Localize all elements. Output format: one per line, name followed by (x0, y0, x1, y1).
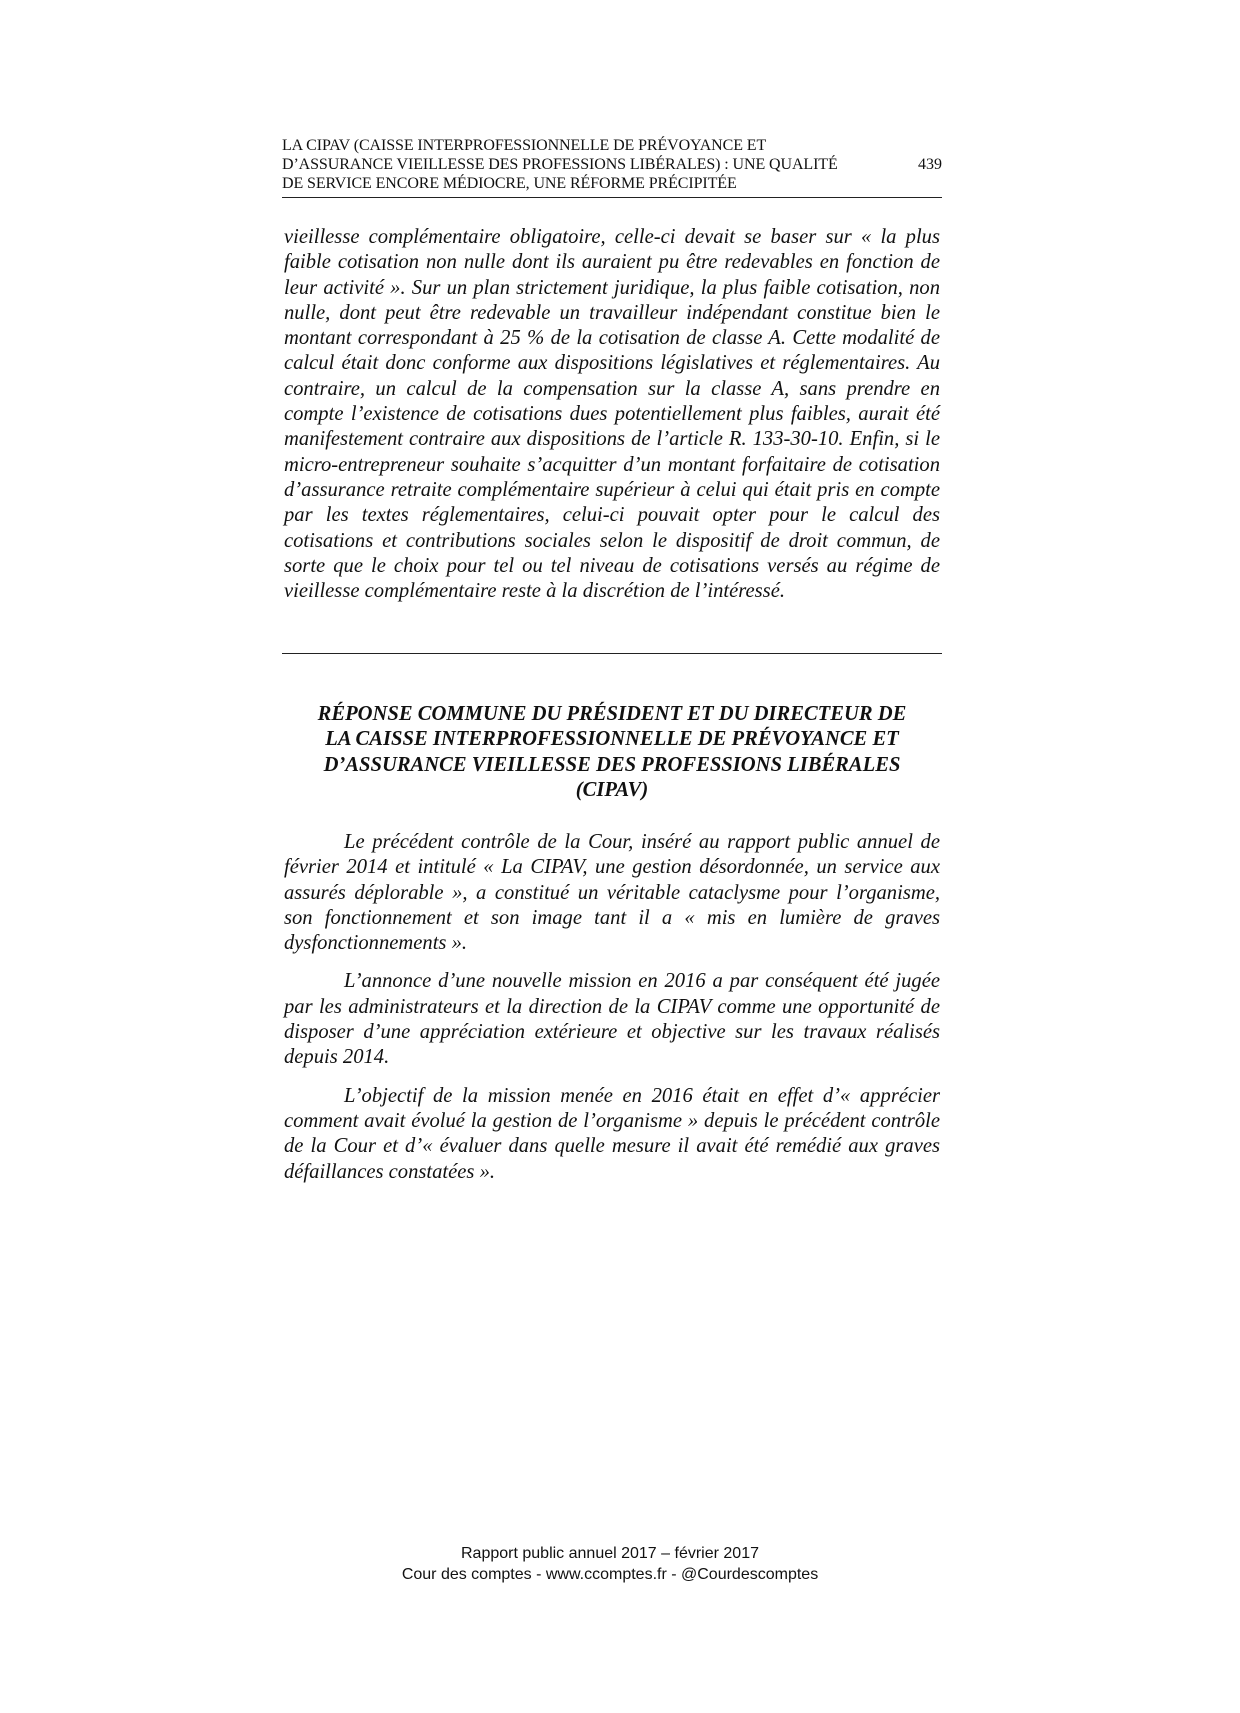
body-paragraph-1: Le précédent contrôle de la Cour, inséré au rapport public annuel de février 2014 et intitulé « La CIPAV, une gestion désordonnée, un service aux assurés déplorable », a constitué un véritable cataclysme pour l’organisme, son fonctionnement et son image tant il a « mis en lumière de graves dysfonctionnements ». (284, 831, 940, 955)
response-title-line-1: RÉPONSE COMMUNE DU PRÉSIDENT ET DU DIRECTEUR DE (317, 703, 907, 725)
response-title-line-2: LA CAISSE INTERPROFESSIONNELLE DE PRÉVOYANCE ET (325, 728, 899, 751)
footer-source-line: Cour des comptes - www.ccomptes.fr - @Courdescomptes (401, 1566, 819, 1583)
header-line-3: DE SERVICE ENCORE MÉDIOCRE, UNE RÉFORME PRÉCIPITÉE (282, 175, 737, 192)
header-divider (282, 197, 942, 198)
page-number: 439 (918, 156, 942, 173)
response-title (284, 702, 940, 803)
response-title-line-4: (CIPAV) (575, 778, 649, 801)
footer-report-line: Rapport public annuel 2017 – février 2017 (461, 1545, 759, 1562)
body-paragraph-3: L’objectif de la mission menée en 2016 était en effet d’« apprécier comment avait évolué la gestion de l’organisme » depuis le précédent contrôle de la Cour et d’« évaluer dans quelle mesure il avait été remédié aux graves défaillances constatées ». (284, 1084, 940, 1183)
continuation-paragraph: vieillesse complémentaire obligatoire, celle-ci devait se baser sur « la plus faible cotisation non nulle dont ils auraient pu être redevables en fonction de leur activité ». Sur un plan strictement juridique, la plus faible cotisation, non nulle, dont peut être redevable un travailleur indépendant constitue bien le montant correspondant à 25 % de la cotisation de classe A. Cette modalité de calcul était donc conforme aux dispositions législatives et réglementaires. Au contraire, un calcul de la compensation sur la classe A, sans prendre en compte l’existence de cotisations dues potentiellement plus faibles, aurait été manifestement contraire aux dispositions de l’article R. 133-30-10. Enfin, si le micro-entrepreneur souhaite s’acquitter d’un montant forfaitaire de cotisation d’assurance retraite complémentaire supérieur à celui qui était pris en compte par les textes réglementaires, celui-ci pouvait opter pour le calcul des cotisations et contributions sociales selon le dispositif de droit commun, de sorte que le choix pour tel ou tel niveau de cotisations versés au régime de vieillesse complémentaire reste à la discrétion de l’intéressé. (284, 226, 940, 603)
section-divider (282, 653, 942, 654)
response-title-line-3: D’ASSURANCE VIEILLESSE DES PROFESSIONS LIBÉRALES (323, 753, 901, 776)
page-footer (0, 1543, 1220, 1585)
running-header (282, 136, 942, 193)
response-body (284, 830, 940, 1198)
header-line-2: D’ASSURANCE VIEILLESSE DES PROFESSIONS LIBÉRALES) : UNE QUALITÉ (282, 156, 838, 173)
body-paragraph-2: L’annonce d’une nouvelle mission en 2016 a par conséquent été jugée par les administrateurs et la direction de la CIPAV comme une opportunité de disposer d’une appréciation extérieure et objective sur les travaux réalisés depuis 2014. (284, 970, 940, 1069)
header-line-1: LA CIPAV (CAISSE INTERPROFESSIONNELLE DE PRÉVOYANCE ET (282, 137, 767, 154)
